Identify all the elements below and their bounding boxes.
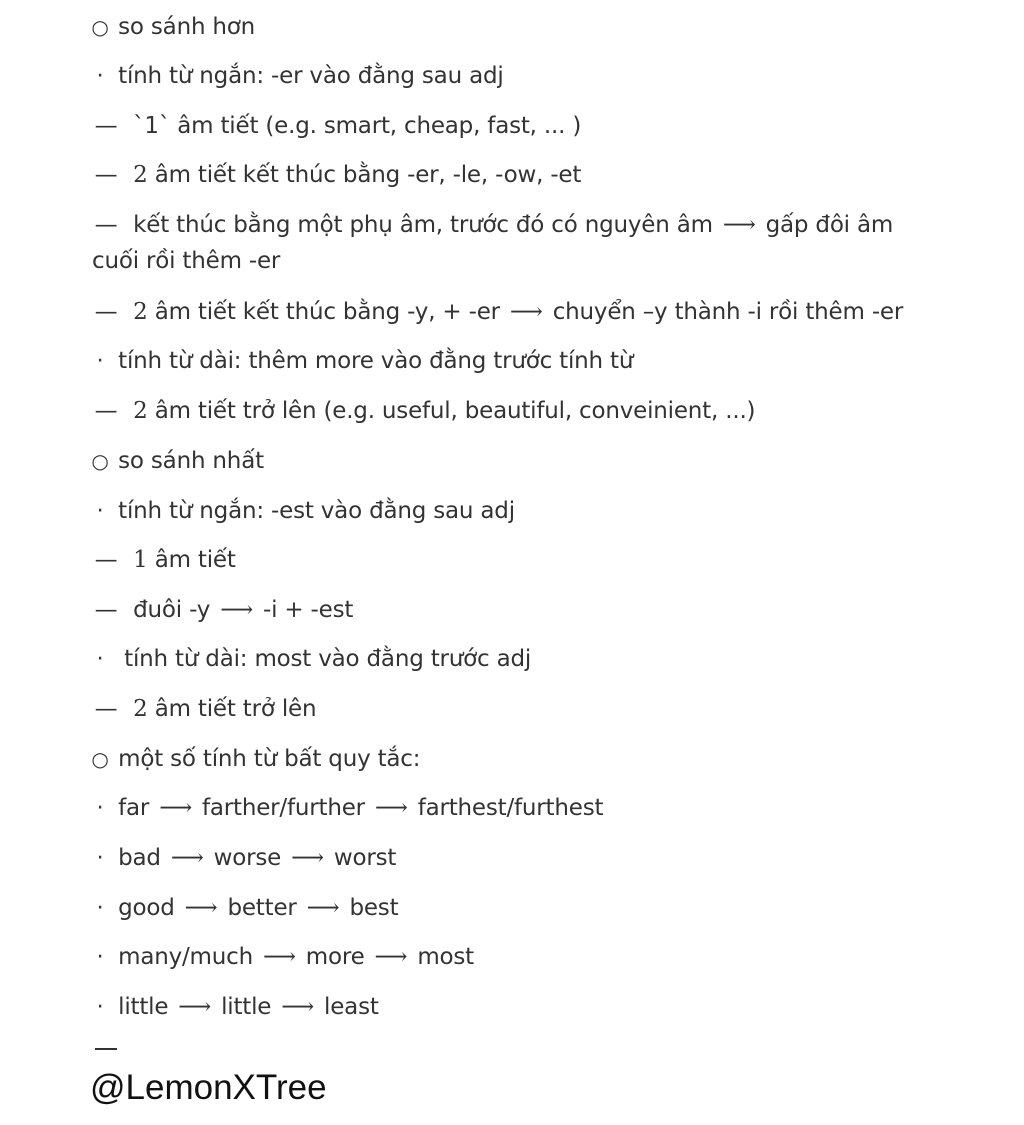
arrow-right-icon: ⟶	[722, 212, 756, 238]
arrow-right-icon: ⟶	[281, 994, 315, 1020]
line-text: âm tiết kết thúc bằng -y, + -er	[154, 299, 500, 325]
syllable-count: 2	[133, 696, 148, 722]
section-heading-comparative	[0, 9, 1024, 45]
word-comparative: worse	[213, 845, 282, 871]
line-text: âm tiết trở lên (e.g. useful, beautiful, conveinient, ...)	[154, 398, 756, 424]
word-superlative: farthest/furthest	[417, 795, 604, 821]
section-heading-superlative	[0, 443, 1024, 479]
arrow-right-icon: ⟶	[184, 895, 218, 921]
word-positive: bad	[118, 845, 161, 871]
circle-bullet-icon: ○	[91, 449, 109, 473]
arrow-right-icon: ⟶	[170, 845, 204, 871]
list-item	[0, 939, 1024, 976]
list-item	[0, 343, 1024, 380]
list-item	[0, 542, 1024, 578]
list-item	[0, 108, 1024, 144]
dot-bullet-icon: ·	[96, 896, 104, 921]
section-heading-irregular	[0, 741, 1024, 777]
line-text: tính từ ngắn: -est vào đằng sau adj	[118, 498, 515, 524]
arrow-right-icon: ⟶	[159, 795, 192, 821]
word-comparative: more	[305, 944, 365, 970]
arrow-right-icon: ⟶	[262, 944, 296, 970]
dash-bullet-icon: —	[94, 113, 118, 139]
word-comparative: little	[221, 994, 272, 1020]
circle-bullet-icon: ○	[91, 747, 109, 771]
line-text: âm tiết kết thúc bằng -er, -le, -ow, -et	[154, 162, 582, 188]
list-item	[0, 989, 1024, 1026]
syllable-count: 2	[133, 162, 148, 188]
list-item	[0, 157, 1024, 193]
author-watermark: @LemonXTree	[90, 1068, 327, 1107]
word-superlative: least	[324, 994, 379, 1020]
list-item	[0, 641, 1024, 678]
list-item	[0, 393, 1024, 429]
line-text: -i + -est	[262, 597, 354, 623]
syllable-count: 2	[133, 299, 148, 325]
trailing-dash-mark	[95, 1048, 117, 1050]
list-item	[0, 493, 1024, 530]
circle-bullet-icon: ○	[91, 15, 109, 39]
dash-bullet-icon: —	[94, 597, 118, 623]
list-item	[0, 691, 1024, 727]
dash-bullet-icon: —	[94, 696, 118, 722]
line-text: gấp đôi âm cuối rồi thêm -er	[92, 212, 894, 274]
arrow-right-icon: ⟶	[291, 845, 324, 871]
list-item	[0, 890, 1024, 927]
dash-bullet-icon: —	[94, 299, 118, 325]
dot-bullet-icon: ·	[96, 349, 104, 374]
line-text: tính từ ngắn: -er vào đằng sau adj	[118, 63, 504, 89]
arrow-right-icon: ⟶	[509, 299, 543, 325]
list-item	[0, 592, 1024, 628]
syllable-count: 2	[133, 398, 148, 424]
list-item	[0, 207, 932, 279]
line-text: một số tính từ bất quy tắc:	[118, 746, 421, 772]
arrow-right-icon: ⟶	[178, 994, 212, 1020]
word-positive: good	[118, 895, 175, 921]
line-text: `1` âm tiết (e.g. smart, cheap, fast, ... )	[133, 113, 582, 139]
dot-bullet-icon: ·	[96, 945, 104, 970]
arrow-right-icon: ⟶	[220, 597, 253, 623]
word-superlative: most	[417, 944, 474, 970]
arrow-right-icon: ⟶	[306, 895, 340, 921]
dot-bullet-icon: ·	[96, 499, 104, 524]
dash-bullet-icon: —	[94, 398, 118, 424]
word-positive: little	[118, 994, 169, 1020]
line-text: so sánh hơn	[118, 14, 256, 40]
line-text: âm tiết	[154, 547, 236, 573]
dot-bullet-icon: ·	[96, 64, 104, 89]
line-text: so sánh nhất	[118, 448, 264, 474]
line-text: tính từ dài: thêm more vào đằng trước tính từ	[118, 348, 634, 374]
line-text: tính từ dài: most vào đằng trước adj	[124, 646, 532, 672]
word-superlative: worst	[333, 845, 397, 871]
line-text: âm tiết trở lên	[154, 696, 317, 722]
dot-bullet-icon: ·	[96, 846, 104, 871]
list-item	[0, 294, 1024, 330]
dot-bullet-icon: ·	[96, 647, 104, 672]
dash-bullet-icon: —	[94, 547, 118, 573]
word-positive: far	[118, 795, 150, 821]
dash-bullet-icon: —	[94, 162, 118, 188]
line-text: đuôi -y	[133, 597, 211, 623]
dash-bullet-icon: —	[94, 212, 118, 238]
list-item	[0, 58, 1024, 95]
arrow-right-icon: ⟶	[374, 795, 408, 821]
word-superlative: best	[349, 895, 399, 921]
word-comparative: better	[227, 895, 297, 921]
dot-bullet-icon: ·	[96, 995, 104, 1020]
line-text: chuyển –y thành -i rồi thêm -er	[552, 299, 904, 325]
line-text: kết thúc bằng một phụ âm, trước đó có nguyên âm	[133, 212, 713, 238]
list-item	[0, 840, 1024, 877]
dot-bullet-icon: ·	[96, 796, 104, 821]
word-comparative: farther/further	[201, 795, 365, 821]
list-item	[0, 790, 1024, 827]
arrow-right-icon: ⟶	[374, 944, 408, 970]
syllable-count: 1	[133, 547, 148, 573]
word-positive: many/much	[118, 944, 253, 970]
